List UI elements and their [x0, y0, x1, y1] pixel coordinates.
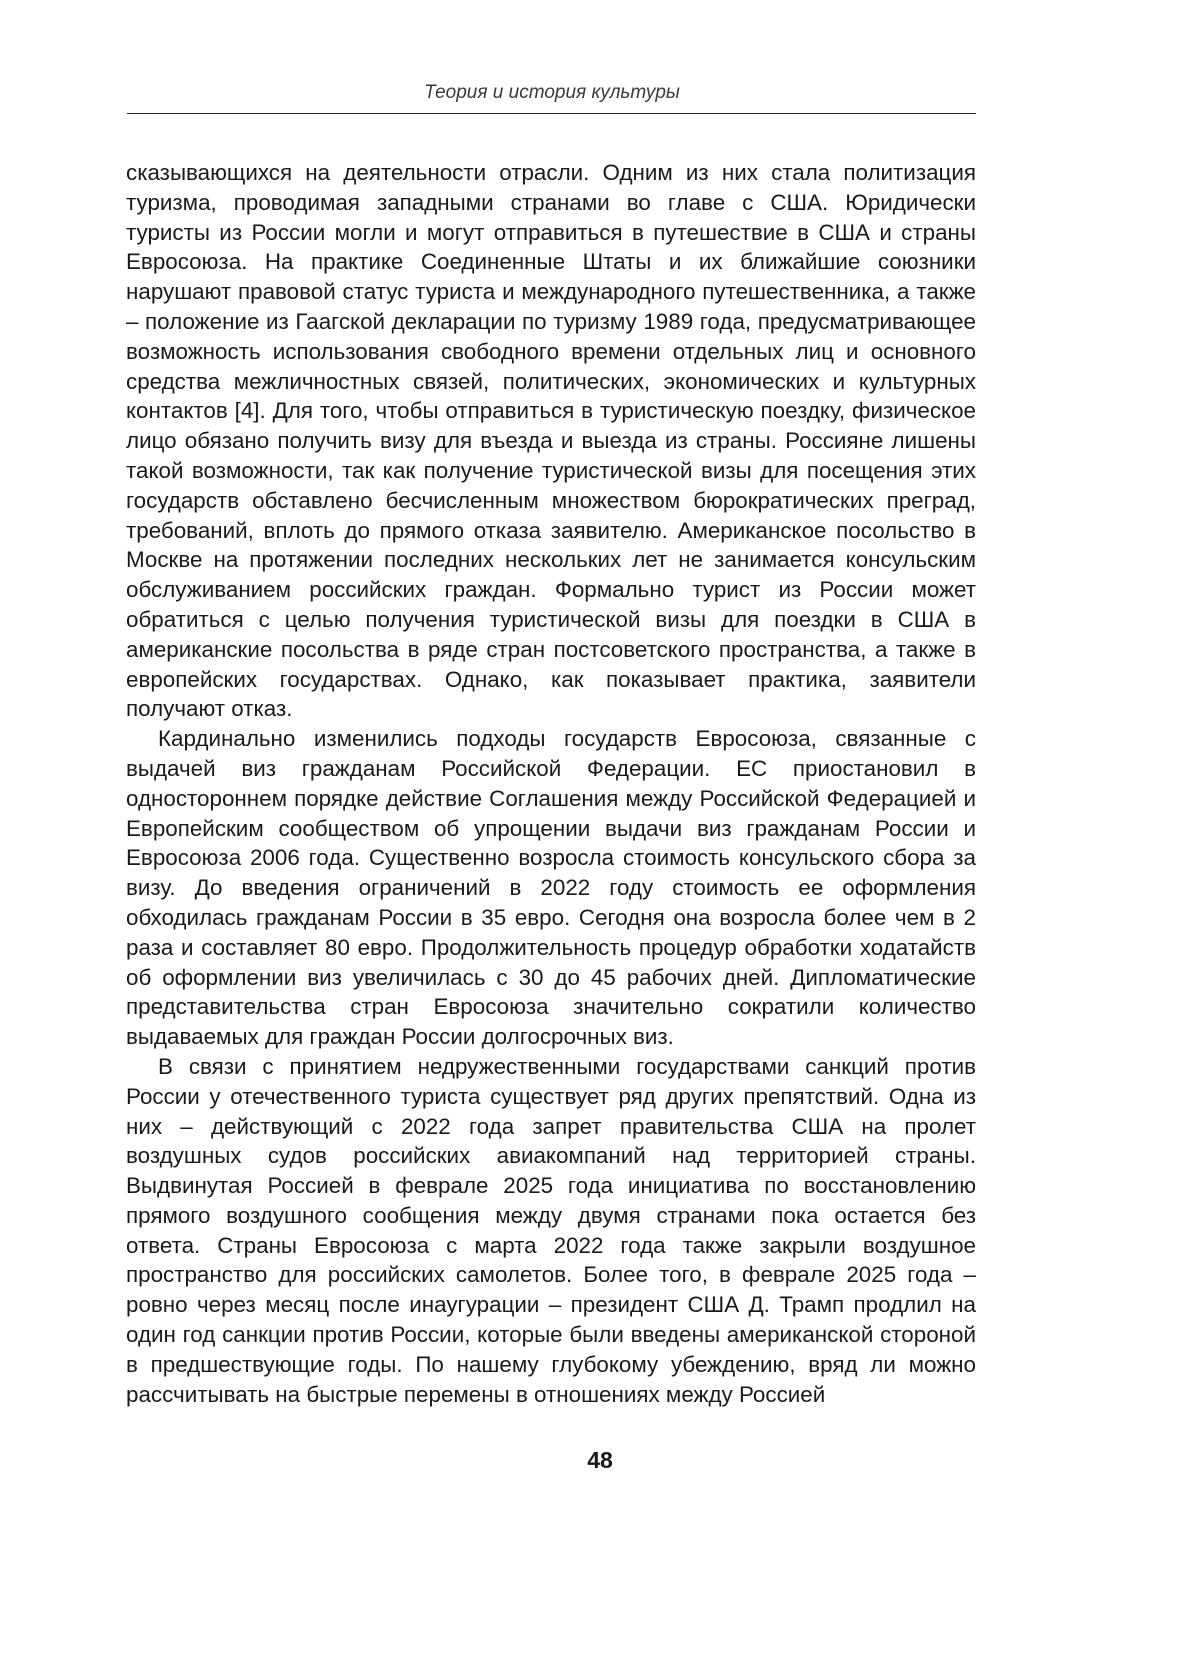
page-number: 48	[587, 1447, 613, 1473]
running-head: Теория и история культуры	[424, 82, 680, 103]
paragraph: В связи с принятием недружественными государствами санкций против России у отечественного туриста существует ряд других препятствий. Одна из них – действующий с 2022 года запрет правительства США на пролет воздушных судов российских авиакомпаний над территорией страны. Выдвинутая Россией в феврале 2025 года инициатива по восстановлению прямого воздушного сообщения между двумя странами пока остается без ответа. Страны Евросоюза с марта 2022 года также закрыли воздушное пространство для российских самолетов. Более того, в феврале 2025 года – ровно через месяц после инаугурации – президент США Д. Трамп продлил на один год санкции против России, которые были введены американской стороной в предшествующие годы. По нашему глубокому убеждению, вряд ли можно рассчитывать на быстрые перемены в отношениях между Россией	[126, 1053, 976, 1407]
body-text	[126, 158, 976, 1409]
paragraph-continued: сказывающихся на деятельности отрасли. Одним из них стала политизация туризма, проводимая западными странами во главе с США. Юридически туристы из России могли и могут отправиться в путешествие в США и страны Евросоюза. На практике Соединенные Штаты и их ближайшие союзники нарушают правовой статус туриста и международного путешественника, а также – положение из Гаагской декларации по туризму 1989 года, предусматривающее возможность использования свободного времени отдельных лиц и основного средства межличностных связей, политических, экономических и культурных контактов [4]. Для того, чтобы отправиться в туристическую поездку, физическое лицо обязано получить визу для въезда и выезда из страны. Россияне лишены такой возможности, так как получение туристической визы для посещения этих государств обставлено бесчисленным множеством бюрократических преград, требований, вплоть до прямого отказа заявителю. Американское посольство в Москве на протяжении последних нескольких лет не занимается консульским обслуживанием российских граждан. Формально турист из России может обратиться с целью получения туристической визы для поездки в США в американские посольства в ряде стран постсоветского пространства, а также в европейских государствах. Однако, как показывает практика, заявители получают отказ.	[126, 160, 976, 722]
paragraph: Кардинально изменились подходы государств Евросоюза, связанные с выдачей виз гражданам Российской Федерации. ЕС приостановил в одностороннем порядке действие Соглашения между Российской Федерацией и Европейским сообществом об упрощении выдачи виз гражданам России и Евросоюза 2006 года. Существенно возросла стоимость консульского сбора за визу. До введения ограничений в 2022 году стоимость ее оформления обходилась гражданам России в 35 евро. Сегодня она возросла более чем в 2 раза и составляет 80 евро. Продолжительность процедур обработки ходатайств об оформлении виз увеличилась с 30 до 45 рабочих дней. Дипломатические представительства стран Евросоюза значительно сократили количество выдаваемых для граждан России долгосрочных виз.	[126, 726, 976, 1050]
header-rule	[127, 113, 976, 114]
